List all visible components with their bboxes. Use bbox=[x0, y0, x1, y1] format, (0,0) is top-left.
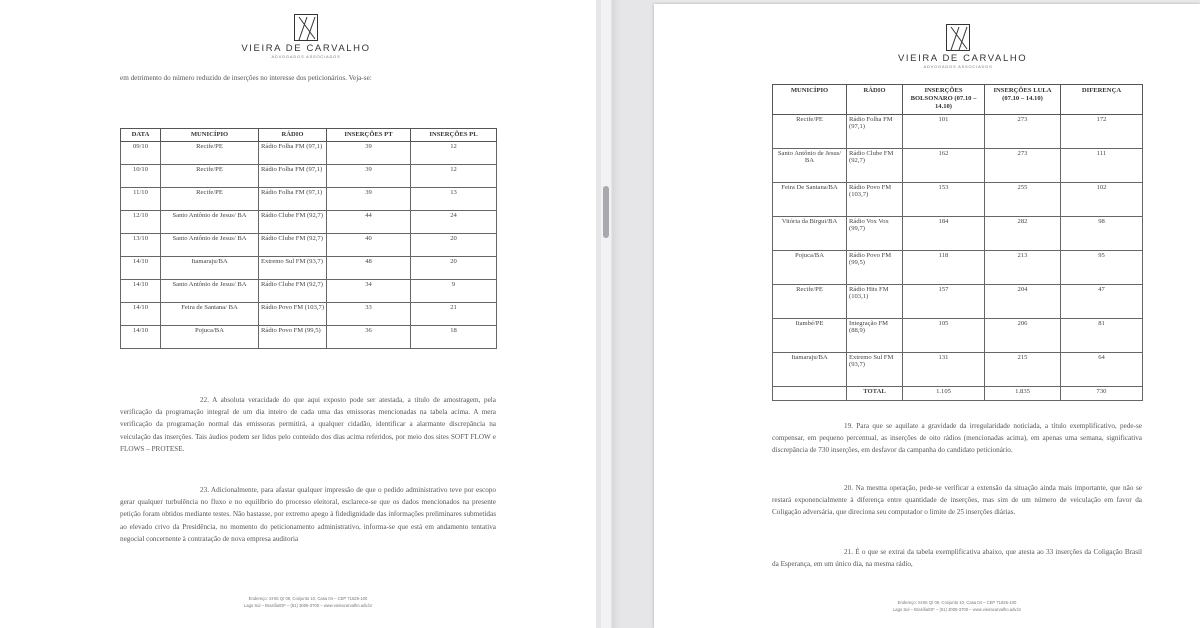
table-cell: Rádio Clube FM (92,7) bbox=[259, 234, 327, 257]
table-cell: 273 bbox=[985, 148, 1061, 182]
table-cell: 34 bbox=[327, 280, 411, 303]
paragraph-19: 19. Para que se aquilate a gravidade da irregularidade noticiada, a título exemplificativo, pede-se compensar, em pequeno percentual, as inserções de oito rádios (mencionadas acima), em apenas uma semana, significativa discrepância de 730 inserções, em desfavor da campanha do candidato peticionário. bbox=[772, 422, 1142, 455]
document-page-left bbox=[0, 0, 596, 628]
table-cell: Feira De Santana/BA bbox=[773, 182, 847, 216]
table-row bbox=[121, 188, 497, 211]
table-cell: 20 bbox=[411, 234, 497, 257]
table-cell: 9 bbox=[411, 280, 497, 303]
paragraph-20: 20. Na mesma operação, pede-se verificar a extensão da situação ainda mais importante, que não se restará exponencialmente à diferença entre quantidade de inserções, mas sim de um número de veiculação em favor da Coligação adversária, que direciona seu computador o limite de 25 inserções diárias. bbox=[772, 484, 1142, 517]
table-cell: 111 bbox=[1061, 148, 1143, 182]
table-cell: Rádio Folha FM (97,1) bbox=[847, 114, 903, 148]
table-cell: 282 bbox=[985, 216, 1061, 250]
table-row bbox=[121, 257, 497, 280]
table-cell: 12 bbox=[411, 165, 497, 188]
paragraph-21: 21. É o que se extrai da tabela exemplificativa abaixo, que atesta ao 33 inserções da Coligação Brasil da Esperança, em um único dia, na mesma rádio, bbox=[772, 548, 1142, 569]
table-cell: 14/10 bbox=[121, 257, 161, 280]
table-cell: Rádio Folha FM (97,1) bbox=[259, 142, 327, 165]
scrollbar-thumb[interactable] bbox=[603, 186, 609, 238]
table-row bbox=[121, 165, 497, 188]
table-cell: 11/10 bbox=[121, 188, 161, 211]
column-header: INSERÇÕES BOLSONARO (07.10 – 14.10) bbox=[903, 85, 985, 115]
table-cell: 64 bbox=[1061, 352, 1143, 386]
total-value: 730 bbox=[1061, 386, 1143, 400]
table-cell: 10/10 bbox=[121, 165, 161, 188]
table-row bbox=[121, 280, 497, 303]
logo-mark-icon bbox=[294, 14, 318, 41]
page-footer-right bbox=[804, 600, 1110, 613]
total-value: 1.105 bbox=[903, 386, 985, 400]
vertical-scrollbar[interactable] bbox=[601, 0, 611, 628]
table-row bbox=[121, 142, 497, 165]
table-cell: 184 bbox=[903, 216, 985, 250]
intro-paragraph: em detrimento do número reduzido de inserções no interesse dos peticionários. Veja-se: bbox=[120, 74, 372, 82]
footer-contact: Lago Sul – Brasília/DF – (61) 3006-3700 – www.vieiracarvalho.adv.br bbox=[892, 606, 1022, 612]
table-cell: 255 bbox=[985, 182, 1061, 216]
table-cell: Rádio Povo FM (103,7) bbox=[847, 182, 903, 216]
table-cell: 39 bbox=[327, 142, 411, 165]
table-cell: 13/10 bbox=[121, 234, 161, 257]
table-cell: Pojuca/BA bbox=[161, 326, 259, 349]
table-cell: Feira de Santana/ BA bbox=[161, 303, 259, 326]
table-cell: 12/10 bbox=[121, 211, 161, 234]
firm-logo bbox=[236, 14, 376, 59]
insertions-comparison-table bbox=[772, 84, 1143, 401]
table-cell: Pojuca/BA bbox=[773, 250, 847, 284]
table-cell: Recife/PE bbox=[773, 284, 847, 318]
paragraph-22: 22. A absoluta veracidade do que aqui exposto pode ser atestada, a título de amostragem, pela verificação da programação integral de um dia inteiro de cada uma das emissoras mencionadas na tabela acima. A mera verificação da programação normal das emissoras permitirá, a qualquer cidadão, identificar a alarmante discrepância na veiculação das inserções. Tais áudios podem ser lidos pelo conteúdo dos dias acima referidos, por meio dos sites SOFT FLOW e FLOWS – PROTESE. bbox=[120, 396, 496, 453]
table-cell: Itamaraju/BA bbox=[161, 257, 259, 280]
table-cell: 204 bbox=[985, 284, 1061, 318]
column-header: MUNICÍPIO bbox=[773, 85, 847, 115]
footer-address: Endereço: SHIS QI 09, Conjunto 10, Casa 04 – CEP 71625-100 bbox=[248, 596, 368, 601]
table-cell: Rádio Folha FM (97,1) bbox=[259, 165, 327, 188]
table-header-row bbox=[773, 85, 1143, 115]
table-row bbox=[121, 303, 497, 326]
table-cell bbox=[773, 386, 847, 400]
table-cell: Rádio Povo FM (103,7) bbox=[259, 303, 327, 326]
table-row bbox=[773, 284, 1143, 318]
table-cell: Santo Antônio de Jesus/ BA bbox=[161, 234, 259, 257]
table-row bbox=[773, 114, 1143, 148]
table-cell: 105 bbox=[903, 318, 985, 352]
table-cell: 14/10 bbox=[121, 326, 161, 349]
table-cell: Extremo Sul FM (93,7) bbox=[847, 352, 903, 386]
page-shadow bbox=[612, 0, 620, 628]
table-cell: Rádio Folha FM (97,1) bbox=[259, 188, 327, 211]
table-cell: 118 bbox=[903, 250, 985, 284]
table-cell: 98 bbox=[1061, 216, 1143, 250]
firm-name: VIEIRA DE CARVALHO bbox=[898, 53, 1028, 64]
table-cell: 40 bbox=[327, 234, 411, 257]
column-header: RÁDIO bbox=[259, 129, 327, 142]
table-cell: Recife/PE bbox=[161, 142, 259, 165]
column-header: DIFERENÇA bbox=[1061, 85, 1143, 115]
total-value: 1.835 bbox=[985, 386, 1061, 400]
footer-contact: Lago Sul – Brasília/DF – (61) 3006-3700 – www.vieiracarvalho.adv.br bbox=[243, 602, 373, 608]
table-cell: Integração FM (88,9) bbox=[847, 318, 903, 352]
column-header: INSERÇÕES PL bbox=[411, 129, 497, 142]
table-cell: 39 bbox=[327, 188, 411, 211]
table-cell: Rádio Clube FM (92,7) bbox=[259, 211, 327, 234]
table-cell: 24 bbox=[411, 211, 497, 234]
table-cell: 102 bbox=[1061, 182, 1143, 216]
table-cell: Rádio Povo FM (99,5) bbox=[847, 250, 903, 284]
table-cell: Santo Antônio de Jesus/ BA bbox=[161, 211, 259, 234]
table-cell: 36 bbox=[327, 326, 411, 349]
table-cell: 101 bbox=[903, 114, 985, 148]
firm-name: VIEIRA DE CARVALHO bbox=[241, 43, 371, 54]
table-row bbox=[121, 326, 497, 349]
table-row bbox=[773, 318, 1143, 352]
table-cell: Rádio Clube FM (92,7) bbox=[847, 148, 903, 182]
table-cell: 47 bbox=[1061, 284, 1143, 318]
table-header-row bbox=[121, 129, 497, 142]
table-cell: Extremo Sul FM (93,7) bbox=[259, 257, 327, 280]
table-cell: Santo Antônio de Jesus/ BA bbox=[773, 148, 847, 182]
column-header: MUNICÍPIO bbox=[161, 129, 259, 142]
table-cell: 44 bbox=[327, 211, 411, 234]
table-total-row bbox=[773, 386, 1143, 400]
table-cell: 14/10 bbox=[121, 280, 161, 303]
table-cell: Recife/PE bbox=[161, 165, 259, 188]
column-header: INSERÇÕES LULA (07.10 – 14.10) bbox=[985, 85, 1061, 115]
table-cell: 131 bbox=[903, 352, 985, 386]
table-cell: 39 bbox=[327, 165, 411, 188]
insertions-by-date-table bbox=[120, 128, 497, 349]
table-row bbox=[773, 250, 1143, 284]
paragraph-23: 23. Adicionalmente, para afastar qualquer impressão de que o pedido administrativo teve por escopo gerar qualquer turbulência no fluxo e no equilíbrio do processo eleitoral, esclarece-se que os dados mencionados na presente petição foram obtidos mediante testes. Não bastasse, por extremo apego à fidedignidade das informações preliminares submetidas ao elevado crivo da Presidência, no momento do peticionamento administrativo, informa-se que está em andamento tentativa negocial concernente à contratação de nova empresa auditoria bbox=[120, 486, 496, 543]
table-row bbox=[773, 148, 1143, 182]
table-cell: Rádio Povo FM (99,5) bbox=[259, 326, 327, 349]
table-cell: 09/10 bbox=[121, 142, 161, 165]
table-cell: 12 bbox=[411, 142, 497, 165]
footer-address: Endereço: SHIS QI 09, Conjunto 10, Casa 04 – CEP 71625-100 bbox=[897, 600, 1017, 605]
table-row bbox=[773, 216, 1143, 250]
table-cell: 153 bbox=[903, 182, 985, 216]
table-cell: Rádio Hits FM (103,1) bbox=[847, 284, 903, 318]
table-cell: 81 bbox=[1061, 318, 1143, 352]
table-cell: Vitória da Birgui/BA bbox=[773, 216, 847, 250]
column-header: RÁDIO bbox=[847, 85, 903, 115]
table-cell: 273 bbox=[985, 114, 1061, 148]
table-cell: 13 bbox=[411, 188, 497, 211]
table-cell: 95 bbox=[1061, 250, 1143, 284]
table-cell: 20 bbox=[411, 257, 497, 280]
table-cell: 14/10 bbox=[121, 303, 161, 326]
table-cell: Itamaraju/BA bbox=[773, 352, 847, 386]
table-row bbox=[121, 234, 497, 257]
table-cell: 157 bbox=[903, 284, 985, 318]
table-cell: 172 bbox=[1061, 114, 1143, 148]
table-cell: Rádio Vox Vox (99,7) bbox=[847, 216, 903, 250]
table-cell: Santo Antônio de Jesus/ BA bbox=[161, 280, 259, 303]
table-cell: 18 bbox=[411, 326, 497, 349]
firm-subtitle: ADVOGADOS ASSOCIADOS bbox=[923, 64, 993, 69]
table-cell: 21 bbox=[411, 303, 497, 326]
page-footer-left bbox=[160, 596, 456, 609]
firm-logo bbox=[898, 24, 1028, 69]
table-cell: Recife/PE bbox=[161, 188, 259, 211]
table-cell: Rádio Clube FM (92,7) bbox=[259, 280, 327, 303]
table-cell: 33 bbox=[327, 303, 411, 326]
table-row bbox=[773, 352, 1143, 386]
firm-subtitle: ADVOGADOS ASSOCIADOS bbox=[271, 54, 341, 59]
table-cell: 206 bbox=[985, 318, 1061, 352]
total-label: TOTAL bbox=[847, 386, 903, 400]
logo-mark-icon bbox=[946, 24, 970, 51]
table-row bbox=[773, 182, 1143, 216]
table-cell: 215 bbox=[985, 352, 1061, 386]
table-cell: Itambé/PE bbox=[773, 318, 847, 352]
table-cell: 162 bbox=[903, 148, 985, 182]
table-row bbox=[121, 211, 497, 234]
column-header: INSERÇÕES PT bbox=[327, 129, 411, 142]
table-cell: 48 bbox=[327, 257, 411, 280]
table-cell: 213 bbox=[985, 250, 1061, 284]
column-header: DATA bbox=[121, 129, 161, 142]
table-cell: Recife/PE bbox=[773, 114, 847, 148]
document-page-right bbox=[654, 4, 1200, 628]
